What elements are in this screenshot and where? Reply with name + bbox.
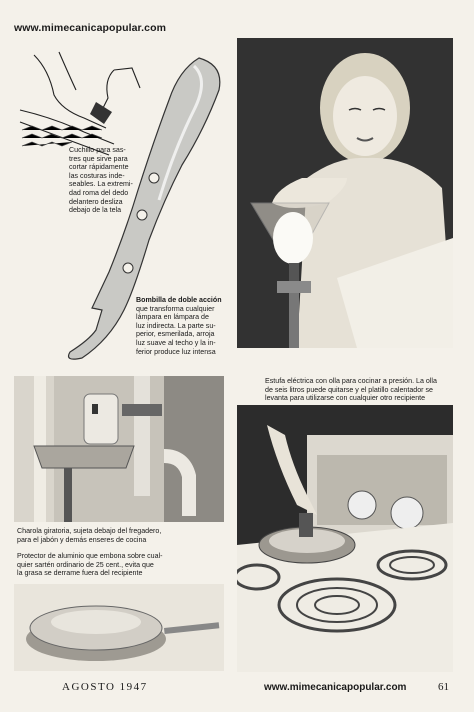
footer-url[interactable]: www.mimecanicapopular.com	[264, 682, 407, 693]
sink-tray-photo	[14, 376, 224, 522]
stove-caption-line: Estufa eléctrica con olla para cocinar a presión. La olla	[265, 377, 437, 385]
knife-caption-line: tres que sirve para	[69, 154, 128, 163]
footer-issue: AGOSTO 1947	[62, 681, 148, 693]
tray-caption-line: para el jabón y demás enseres de cocina	[17, 535, 147, 544]
header-url[interactable]: www.mimecanicapopular.com	[14, 22, 167, 34]
bulb-caption	[136, 296, 236, 356]
knife-caption-line: debajo de la tela	[69, 206, 122, 215]
stove-photo	[237, 405, 453, 672]
knife-caption-line: Cuchillo para sas-	[69, 146, 126, 154]
bulb-caption-line: luz indirecta. La parte su-	[136, 321, 216, 330]
bulb-caption-line: ferior produce luz intensa	[136, 347, 216, 356]
bulb-caption-line: que transforma cualquier	[136, 304, 215, 313]
bulb-caption-line: perior, esmerilada, arroja	[136, 330, 215, 339]
knife-caption-line: dad roma del dedo	[69, 188, 129, 197]
knife-caption-line: cortar rápidamente	[69, 163, 129, 172]
protector-caption-line: la grasa se derrame fuera del recipiente	[17, 569, 143, 578]
bulb-lamp-photo	[237, 38, 453, 348]
knife-caption-line: seables. La extremi-	[69, 180, 133, 189]
protector-caption-line: quier sartén ordinario de 25 cent., evita que	[17, 560, 154, 569]
protector-caption-line: Protector de aluminio que embona sobre cual-	[17, 552, 163, 560]
knife-caption	[69, 146, 139, 215]
stove-caption-line: levanta para utilizarse con cualquier otro recipiente	[265, 394, 426, 403]
stove-caption	[265, 377, 457, 403]
knife-caption-line: delantero desliza	[69, 197, 123, 206]
bulb-caption-line: Bombilla de doble acción	[136, 296, 222, 304]
stove-caption-line: de seis litros puede quitarse y el platillo calentador se	[265, 385, 433, 394]
pan-protector-photo	[14, 584, 224, 671]
knife-caption-line: las costuras inde-	[69, 171, 125, 180]
page-number: 61	[438, 681, 449, 693]
protector-caption	[17, 552, 222, 578]
bulb-caption-line: luz suave al techo y la in-	[136, 338, 216, 347]
bulb-caption-line: lámpara en lámpara de	[136, 313, 209, 322]
tray-caption-line: Charola giratoria, sujeta debajo del fregadero,	[17, 527, 162, 535]
tray-caption	[17, 527, 222, 544]
